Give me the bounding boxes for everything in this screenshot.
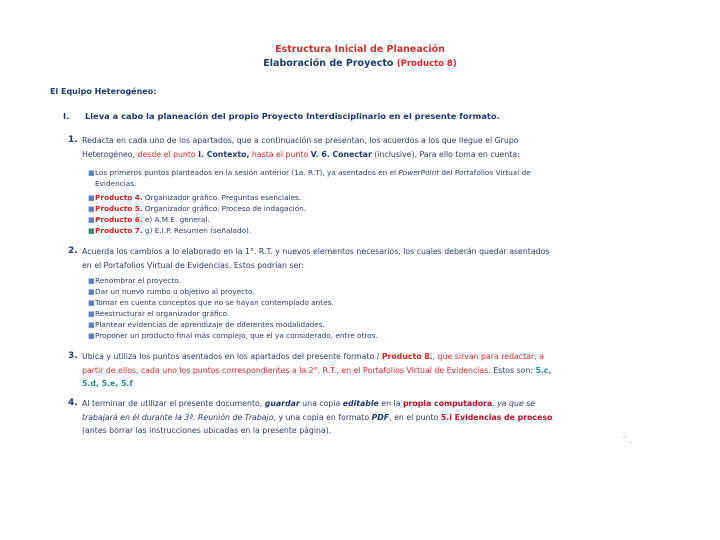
document-subtitle [0, 58, 720, 69]
bold-text: I. Contexto, [198, 149, 250, 159]
bullet-icon: ■ [88, 169, 95, 177]
text-span: (inclusive). Para ello toma en cuenta: [371, 149, 520, 159]
text-span: , en el punto [389, 412, 441, 422]
subtitle-product: (Producto 8) [396, 59, 457, 69]
bullet-item [88, 193, 680, 204]
bullet-icon: ■ [88, 277, 95, 285]
product-label: Producto 4. [95, 193, 143, 202]
document-title: Estructura Inicial de Planeación [275, 44, 445, 55]
item-line [82, 397, 682, 411]
italic-text: PowerPoint [398, 168, 440, 177]
bullet-item [88, 168, 680, 190]
red-text: hasta el punto [249, 149, 311, 159]
text-span: una copia [299, 399, 343, 408]
bullet-item [88, 320, 680, 331]
bullet-icon: ■ [88, 216, 95, 224]
item-number: 1. [68, 135, 78, 145]
section-numeral: I. [63, 111, 70, 121]
item-line: 5.d, 5.e, 5.f [82, 379, 133, 388]
bold-text: V. 6. Conectar [310, 149, 372, 159]
bullet-item [88, 309, 680, 320]
instruction-item-4 [68, 397, 682, 438]
item-line [82, 411, 682, 425]
bullet-text: Los primeros puntos planteados en la sesión anterior (1a. R.T), ya asentados en el [95, 168, 399, 177]
bullet-icon: ■ [88, 288, 95, 296]
italic-text: trabajará en él durante la 3ª. Reunión de Trabajo [82, 412, 274, 422]
bullet-icon: ■ [88, 310, 95, 318]
red-text: 5.i Evidencias de proceso [440, 412, 553, 422]
bullet-text: del Portafolios Virtual de [439, 168, 531, 177]
red-text: propia computadora [402, 399, 493, 408]
bullet-text: Organizador gráfico. Preguntas esenciales. [142, 193, 302, 202]
instruction-item-3 [68, 350, 682, 391]
item-line [82, 148, 682, 162]
product-label: Producto 5. [95, 204, 143, 213]
bullet-text: Dar un nuevo rumbo u objetivo al proyecto. [95, 287, 255, 296]
item-line: Acuerda los cambios a lo elaborado en la 1°. R.T. y nuevos elementos necesarios, los cuales deberán quedar asentados [82, 247, 550, 256]
product-label: Producto 6. [95, 215, 143, 224]
bullet-icon: ■ [88, 321, 95, 329]
item-line [82, 350, 682, 364]
bullet-item [88, 298, 680, 309]
bullet-text: Renombrar el proyecto. [95, 276, 181, 285]
bullet-text: Proponer un producto final más complejo, que el ya considerado, entre otros. [95, 331, 378, 340]
bullet-text: e) A.M.E. general. [142, 215, 210, 224]
item-line: en el Portafolios Virtual de Evidencias. Estos podrían ser: [82, 260, 305, 270]
text-span: Al terminar de utilizar el presente documento, [82, 399, 265, 408]
bullet-text: Plantear evidencias de aprendizaje de diferentes modalidades. [95, 320, 325, 329]
item-number: 2. [68, 246, 78, 256]
red-text: , que sirvan para redactar, a [432, 352, 544, 361]
bullet-icon: ■ [88, 194, 95, 202]
bullet-icon: ■ [88, 332, 95, 340]
text-span: , ya que se [492, 399, 536, 408]
item-line: Redacta en cada uno de los apartados, que a continuación se presentan, los acuerdos a los que llegue el Grupo [82, 136, 519, 145]
teal-text: 5.c, [535, 365, 552, 375]
text-span: Heterogéneo, [82, 149, 138, 159]
corner-mark: ^ _ [622, 436, 632, 443]
bullet-item [88, 331, 680, 342]
bullet-icon: ■ [88, 227, 95, 235]
bullet-item [88, 204, 680, 215]
item-line: (antes borrar las instrucciones ubicadas en la presente página). [82, 426, 332, 435]
bullet-continuation: Evidencias. [95, 178, 137, 188]
section-text: Lleva a cabo la planeación del propio Proyecto Interdisciplinario en el presente formato. [85, 111, 500, 121]
bullet-text: Organizador gráfico. Proceso de indagación. [142, 204, 307, 213]
bullet-item [88, 215, 680, 226]
bold-text: editable [342, 399, 379, 408]
bullet-icon: ■ [88, 299, 95, 307]
team-label: El Equipo Heterogéneo: [50, 87, 157, 96]
bullet-text: g) E.I.P. Resumen (señalado). [142, 226, 252, 235]
text-span: Estos son: [490, 365, 536, 375]
bold-text: PDF [371, 412, 390, 422]
item-number: 3. [68, 351, 78, 361]
bullet-text: Reestructurar el organizador gráfico. [95, 309, 230, 318]
text-span: en la [378, 399, 403, 408]
red-text: partir de ellos, cada uno los puntos correspondientes a la 2°. R.T., en el Portafolios Virtual de Evidencias. [82, 365, 491, 375]
bullet-item [88, 276, 680, 287]
item-number: 4. [68, 398, 78, 408]
bullet-text: Tomar en cuenta conceptos que no se hayan contemplado antes. [95, 298, 334, 307]
text-span: Ubica y utiliza los puntos asentados en los apartados del presente formato / [82, 352, 382, 361]
product-label: Producto 8. [381, 352, 433, 361]
bold-text: guardar [264, 399, 300, 408]
bullet-item [88, 226, 680, 237]
instruction-item-1 [68, 134, 682, 161]
instruction-item-2 [68, 245, 682, 272]
bullet-icon: ■ [88, 205, 95, 213]
bullet-item [88, 287, 680, 298]
red-text: desde el punto [137, 149, 199, 159]
text-span: , y una copia en formato [273, 412, 372, 422]
item-line [82, 364, 682, 378]
section-I [63, 111, 500, 121]
subtitle-text: Elaboración de Proyecto [263, 58, 394, 69]
product-label: Producto 7. [95, 226, 143, 235]
